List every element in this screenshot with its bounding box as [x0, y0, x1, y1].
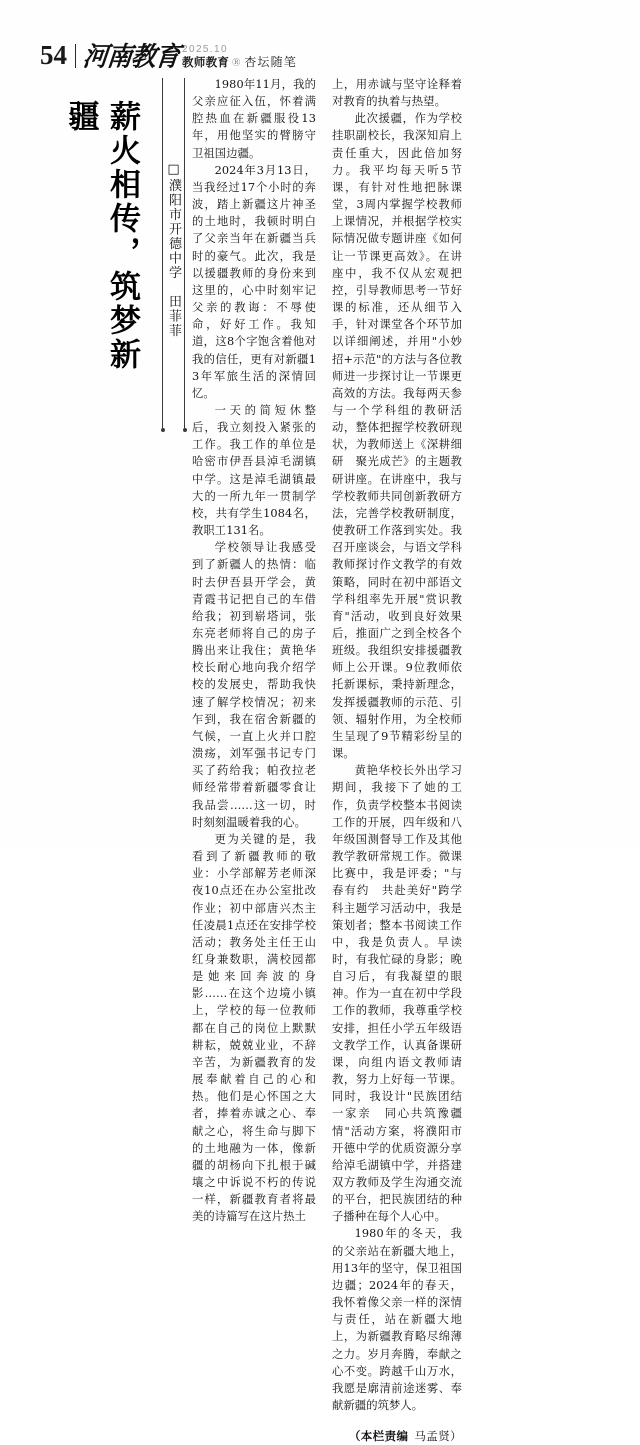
circle-registered-mark-icon: Ⓡ	[232, 58, 241, 67]
article-title: 薪火相传，筑梦新疆	[62, 100, 140, 372]
page-masthead	[40, 26, 600, 70]
article-title-block	[44, 78, 190, 438]
paragraph: 更为关键的是，我看到了新疆教师的敬业：小学部解芳老师深夜10点还在办公室批改作业；初中部唐兴杰主任凌晨1点还在安排学校活动；教务处主任王山红身兼数职，满校园都是她来回奔波的身影……在这个边境小镇上，学校的每一位教师都在自己的岗位上默默耕耘，兢兢业业，不辞辛苦，为新疆教育的发展奉献着自己的心和热。他们是心怀国之大者，捧着赤诚之心、奉献之心，将生命与脚下的土地融为一体，像新疆的胡杨向下扎根于碱壤之中诉说不朽的传说一样，新疆教育者将最美的诗篇写在这片热土	[192, 832, 316, 1224]
title-rule-left	[162, 78, 163, 428]
article-byline: □濮阳市开德中学 田菲菲	[166, 162, 181, 338]
paragraph: 1980年11月，我的父亲应征入伍，怀着满腔热血在新疆服役13年，用他坚实的臂膀守卫祖国边疆。	[192, 78, 316, 160]
issue-date: 2025.10	[182, 44, 228, 55]
paragraph: 黄艳华校长外出学习期间，我接下了她的工作，负责学校整本书阅读工作的开展，四年级和八年级国测督导工作及其他教学教研常规工作。微课比赛中，我是评委；"与春有约 共赴美好"跨学科主题学习活动中，我是策划者；整本书阅读工作中，我是负责人。早读时，有我忙碌的身影；晚自习后，有我凝望的眼神。作为一直在初中学段工作的教师，我尊重学校安排，担任小学五年级语文教学工作，认真备课研课，向组内语文教师请教，努力上好每一节课。同时，我设计"民族团结一家亲 同心共筑豫疆情"活动方案，将濮阳市开德中学的优质资源分享给淖毛湖镇中学，并搭建双方教师及学生沟通交流的平台，把民族团结的种子播种在每个人心中。	[332, 764, 462, 1224]
paragraph: 学校领导让我感受到了新疆人的热情：临时去伊吾县开学会，黄青霞书记把自己的车借给我；初到崭塔词，张东亮老师将自己的房子腾出来让我住；黄艳华校长耐心地向我介绍学校的发展史，帮助我快速了解学校情况；初来乍到，我在宿舍新疆的气候，一直上火并口腔溃疡，刘军强书记专门买了药给我；帕孜拉老师经常带着新疆零食让我品尝……这一切，时时刻刻温暖着我的心。	[192, 541, 316, 829]
paragraph: 此次援疆，作为学校挂职副校长，我深知肩上责任重大，因此倍加努力。我平均每天听5节课，有针对性地把脉课堂，3周内掌握学校教师上课情况，并根据学校实际情况做专题讲座《如何让一节课更高效》。在讲座中，我不仅从宏观把控，引导教师思考一节好课的标准，还从细节入手，针对课堂各个环节加以详细阐述，并用"小妙招+示范"的方法与各位教师进一步探讨让一节课更高效的方法。我每两天参与一个学科组的教研活动，整体把握学校教研现状，为教师送上《深耕细研 聚光成芒》的主题教研讲座。在讲座中，我与学校教师共同创新教研方法，完善学校教研制度，使教研工作落到实处。我召开座谈会，与语文学科教师探讨作文教学的有效策略，同时在初中部语文学科组率先开展"赏识教育"活动，收到良好效果后，推面广之到全校各个班级。我组织安排援疆教师上公开课。9位教师依托新课标，秉持新理念，发挥援疆教师的示范、引领、辐射作用，为全校师生呈现了9节精彩纷呈的课。	[332, 112, 462, 761]
title-rule-right	[184, 78, 185, 428]
paragraph: 一天的简短休整后，我立刻投入紧张的工作。我工作的单位是哈密市伊吾县淖毛湖镇中学。这是淖毛湖镇最大的一所九年一贯制学校，共有学生1084名，教职工131名。	[192, 403, 316, 538]
text-column-2	[332, 76, 462, 1444]
page-number: 54	[40, 40, 67, 70]
article-body	[192, 76, 596, 1444]
credit-label: （本栏责编	[348, 1429, 409, 1444]
paragraph: 上，用赤诚与坚守诠释着对教育的执着与热望。	[332, 78, 462, 109]
brand-logo: 河南教育	[81, 41, 181, 72]
paragraph: 2024年3月13日，当我经过17个小时的奔波，踏上新疆这片神圣的土地时，我顿时明白了父亲当年在新疆当兵时的豪气。此次，我是以援疆教师的身份来到这里的，心中时刻牢记父亲的教诲：不辱使命，好好工作。我知道，这8个字饱含着他对我的信任，更有对新疆13年军旅生活的深情回忆。	[192, 163, 316, 400]
section-line	[182, 56, 297, 69]
text-column-1	[192, 76, 316, 1224]
paragraph: 1980年的冬天，我的父亲站在新疆大地上，用13年的坚守，保卫祖国边疆；2024年的春天，我怀着像父亲一样的深情与责任，站在新疆大地上，为新疆教育略尽绵薄之力。岁月奔腾，奉献之心不变。跨越千山万水，我愿是廓清前途迷雾、奉献新疆的筑梦人。	[332, 1227, 462, 1413]
credit-editor-name: 马孟贤）	[414, 1429, 462, 1444]
brand-block	[83, 40, 297, 70]
column-name-label: 杏坛随笔	[244, 55, 298, 69]
section-editor-credit	[332, 1428, 462, 1445]
sub-brand-label: 教师教育	[182, 55, 230, 69]
masthead-divider	[75, 44, 76, 68]
brand-meta	[182, 44, 297, 70]
